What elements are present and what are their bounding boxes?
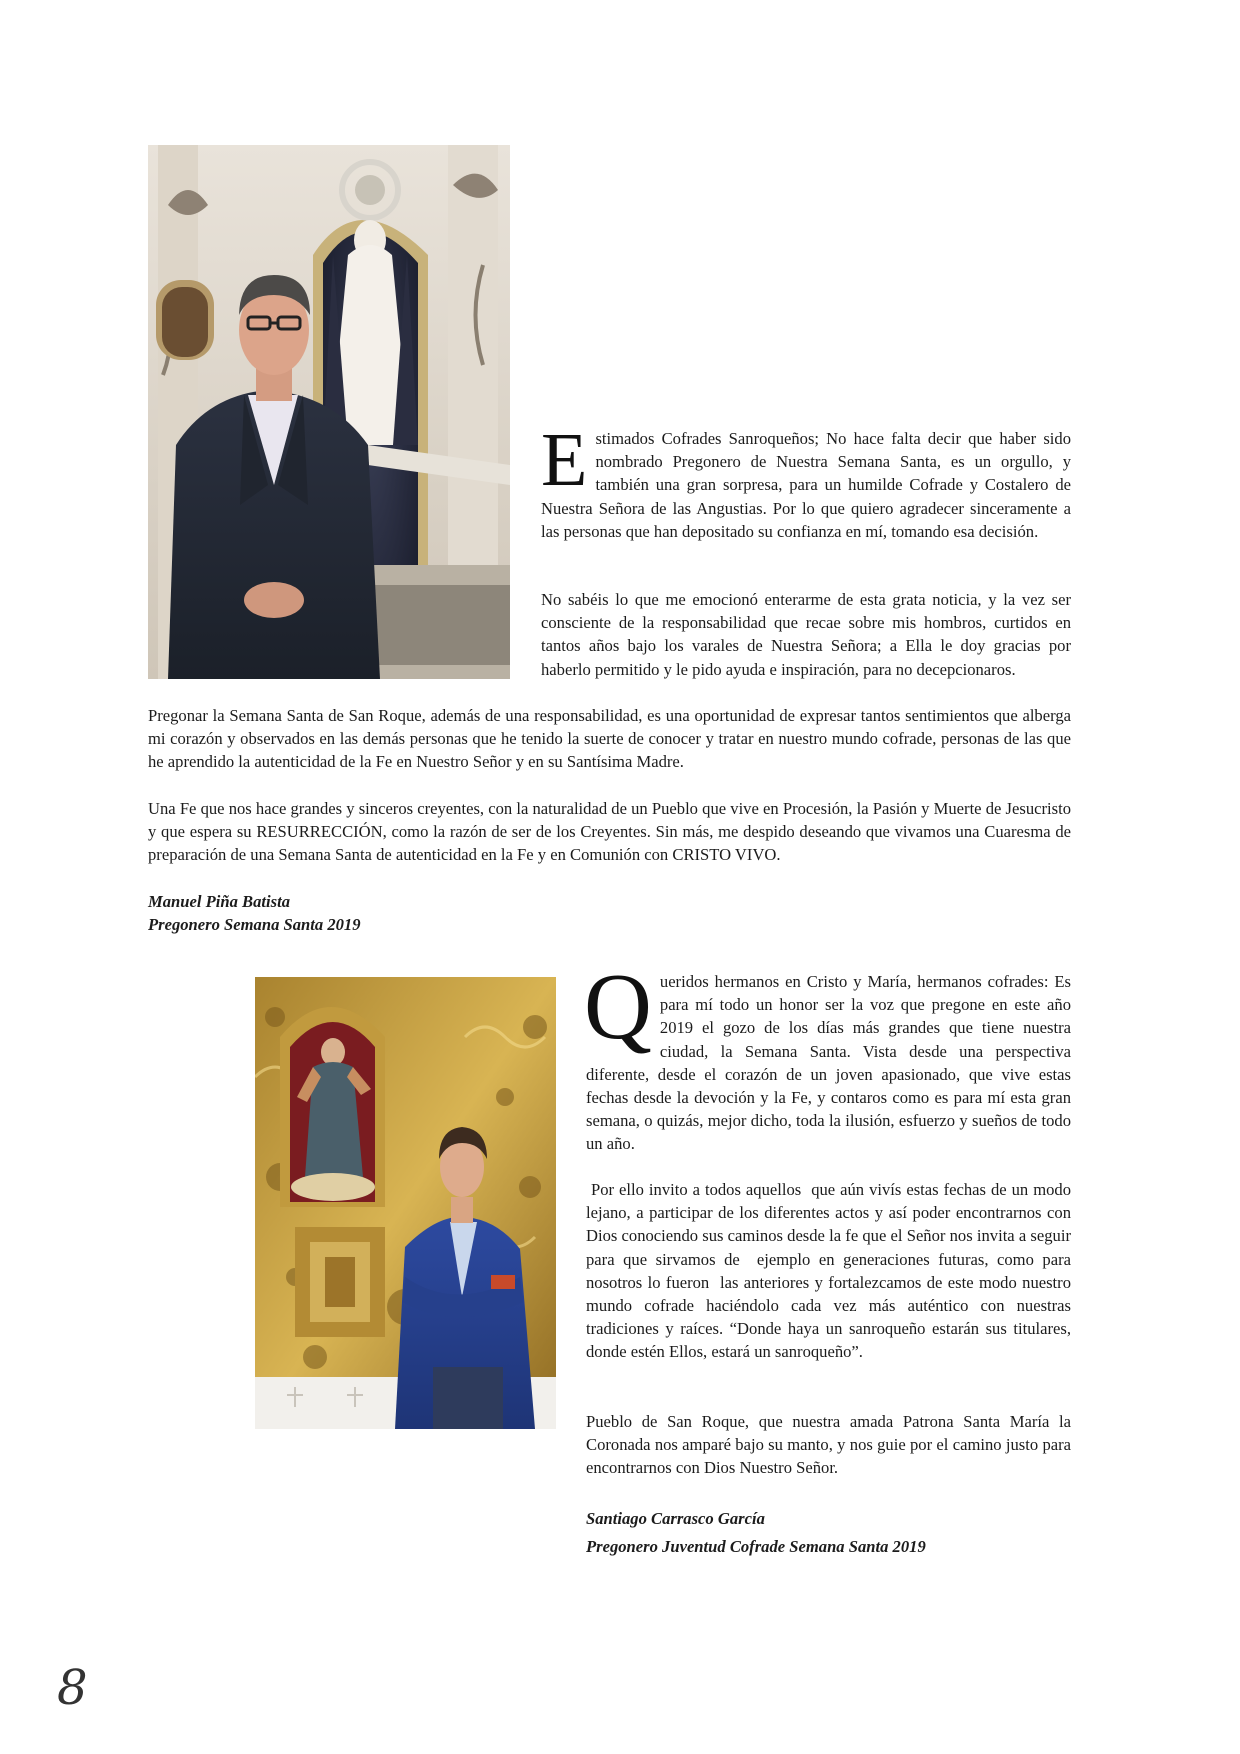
body-paragraph-3: Pregonar la Semana Santa de San Roque, además de una responsabilidad, es una oportunidad de expresar tantos sentimientos que alberga mi corazón y observados en las demás personas que he tenido la suerte de conocer y tratar en nuestro mundo cofrade, personas de las que he aprendido la autenticidad de la Fe en Nuestro Señor y en su Santísima Madre. [148,706,1071,772]
signature-name: Santiago Carrasco García [586,1509,765,1528]
section2-paragraph-3: Pueblo de San Roque, que nuestra amada Patrona Santa María la Coronada nos amparé bajo su manto, y nos guie por el camino justo para encontrarnos con Dios Nuestro Señor. [586,1412,1071,1478]
dropcap-letter: Q [584,955,652,1059]
section2-paragraph-2: Por ello invito a todos aquellos que aún vivís estas fechas de un modo lejano, a participar de los diferentes actos y así poder encontrarnos con Dios conociendo sus caminos desde la fe que el Señor nos invita a seguir para que sirvamos de ejemplo en generaciones futuras, como para nosotros lo fueron las anteriores y fortalezcamos de este modo nuestro mundo cofrade haciéndolo cada vez más auténtico con nuestras tradiciones y raíces. “Donde haya un sanroqueño estarán sus titulares, donde estén Ellos, estará un sanroqueño”. [586,1180,1076,1362]
photo-santiago-carrasco [255,977,556,1429]
paragraph-text: stimados Cofrades Sanroqueños; No hace falta decir que haber sido nombrado Pregonero de Nuestra Semana Santa, es un orgullo, y también una gran sorpresa, para un humilde Cofrade y Costalero de Nuestra Señora de las Angustias. Por lo que quiero agradecer sinceramente a las personas que han depositado su confianza en mí, tomando esa decisión. [541,429,1071,541]
section2-paragraph-1 [584,955,1071,1156]
signature-title: Pregonero Semana Santa 2019 [148,915,361,934]
paragraph-text: ueridos hermanos en Cristo y María, hermanos cofrades: Es para mí todo un honor ser la voz que pregone en este año 2019 el gozo de los días más grandes que tiene nuestra ciudad, la Semana Santa. Vista desde una perspectiva diferente, desde el corazón de un joven apasionado, que vive estas fechas desde la devoción y la Fe, y contaros como es para mí esta gran semana, o quizás, mejor dicho, toda la ilusión, esfuerzo y sueños de todo un año. [586,972,1071,1154]
photo-manuel-pina [148,145,510,679]
dropcap-letter: E [541,418,588,502]
intro-paragraph-1 [541,418,1071,543]
page-number: 8 [57,1660,88,1716]
body-paragraph-4: Una Fe que nos hace grandes y sinceros creyentes, con la naturalidad de un Pueblo que vive en Procesión, la Pasión y Muerte de Jesucristo y que espera su RESURRECCIÓN, como la razón de ser de los Creyentes. Sin más, me despido deseando que vivamos una Cuaresma de preparación de una Semana Santa de autenticidad en la Fe y en Comunión con CRISTO VIVO. [148,799,1071,865]
intro-paragraph-2: No sabéis lo que me emocionó enterarme de esta grata noticia, y la vez ser consciente de la responsabilidad que recae sobre mis hombros, curtidos en tantos años bajo los varales de Nuestra Señora; a Ella le doy gracias por haberlo permitido y le pido ayuda e inspiración, para no decepcionaros. [541,590,1071,679]
signature-title: Pregonero Juventud Cofrade Semana Santa 2019 [586,1537,926,1556]
signature-name: Manuel Piña Batista [148,892,291,911]
